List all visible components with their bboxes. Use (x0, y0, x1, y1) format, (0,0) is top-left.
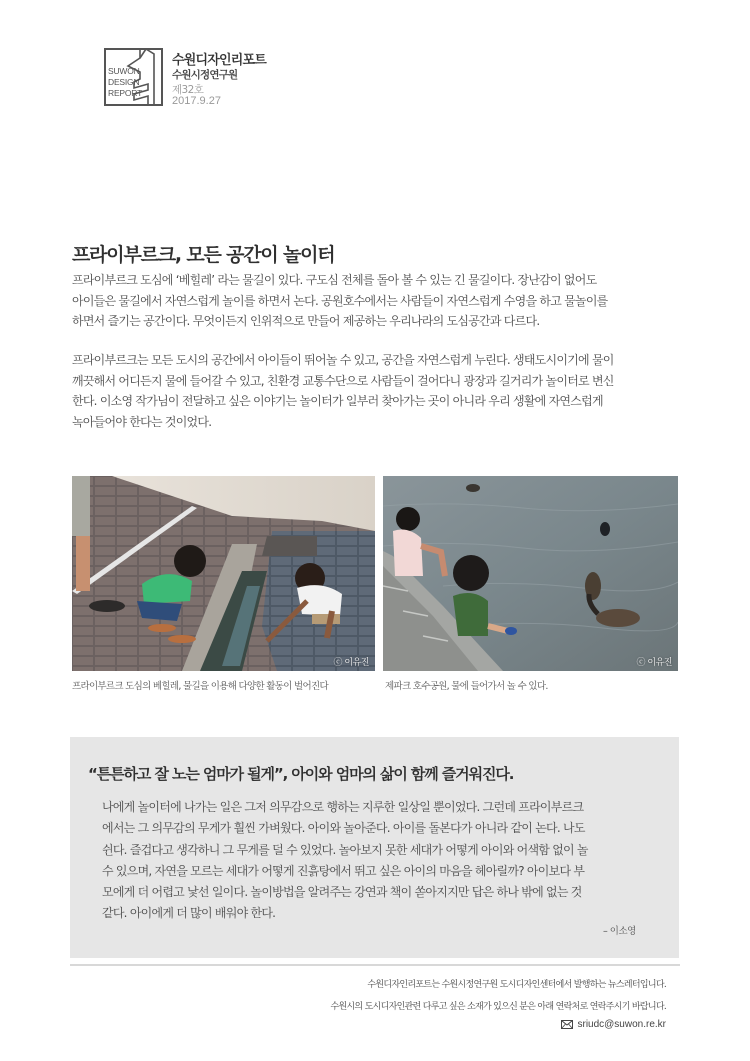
paragraph-line: 아이들은 물길에서 자연스럽게 놀이를 하면서 논다. 공원호수에서는 사람들이 자연스럽게 수영을 하고 물놀이를 (72, 293, 608, 308)
logo-line-report: REPORT (108, 88, 143, 98)
article-headline: 프라이부르크, 모든 공간이 놀이터 (72, 244, 335, 266)
footer-publisher-note: 수원디자인리포트는 수원시정연구원 도시디자인센터에서 발행하는 뉴스레터입니다. (367, 980, 666, 990)
logo-line-design: DESIGN (108, 77, 140, 87)
quote-author: – 이소영 (603, 926, 636, 937)
paragraph-line: 프라이부르크는 모든 도시의 공간에서 아이들이 뛰어놀 수 있고, 공간을 자연스럽게 누린다. 생태도시이기에 물이 (72, 353, 614, 367)
email-link[interactable]: sriudc@suwon.re.kr (577, 1019, 666, 1030)
publisher-name: 수원시정연구원 (172, 69, 238, 81)
issue-number: 제32호 (172, 84, 204, 96)
quote-title: “튼튼하고 잘 노는 엄마가 될게”, 아이와 엄마의 삶이 함께 즐거워진다. (88, 765, 514, 783)
paragraph-line: 프라이부르크 도심에 ‘베힐레’ 라는 물길이 있다. 구도심 전체를 돌아 볼 수 있는 긴 물길이다. 장난감이 없어도 (72, 273, 597, 287)
photo-lake-park-ducks (383, 476, 678, 671)
quote-line: 쉰다. 즐겁다고 생각하니 그 무게를 덜 수 있었다. 놀아보지 못한 세대가 어떻게 아이와 어색함 없이 놀 (102, 842, 588, 857)
photo-caption: 제파크 호수공원, 물에 들어가서 놀 수 있다. (385, 681, 548, 692)
photo-bachle-water-channel (72, 476, 375, 671)
quote-line: 나에게 놀이터에 나가는 일은 그저 의무감으로 행하는 지루한 일상일 뿐이었다. 그런데 프라이부르크 (102, 800, 584, 814)
publication-title: 수원디자인리포트 (172, 53, 267, 68)
paragraph-line: 하면서 즐기는 공간이다. 무엇이든지 인위적으로 만들어 제공하는 우리나라의 도심공간과 다르다. (72, 314, 540, 328)
quote-line: 에서는 그 의무감의 무게가 훨씬 가벼웠다. 아이와 놀아준다. 아이를 돌본다가 아니라 같이 논다. 나도 (102, 821, 585, 836)
quote-line: 같다. 아이에게 더 많이 배워야 한다. (102, 906, 276, 921)
paragraph-line: 깨끗해서 어디든지 물에 들어갈 수 있고, 친환경 교통수단으로 사람들이 걸어다니 광장과 길거리가 놀이터로 변신 (72, 373, 614, 388)
logo-line-suwon: SUWON (108, 66, 140, 76)
children-water-channel-image (72, 476, 375, 671)
photo-caption: 프라이부르크 도심의 베힐레, 물길을 이용해 다양한 활동이 벌어진다 (72, 681, 328, 692)
photo-credit: ⓒ 이유진 (636, 658, 672, 668)
quote-body (102, 797, 662, 925)
issue-date: 2017.9.27 (172, 95, 221, 107)
article-paragraph-2 (72, 350, 692, 432)
quote-line: 수 있으며, 자연을 모르는 세대가 어떻게 진흙탕에서 뛰고 싶은 아이의 마음을 헤아릴까? 아이보다 부 (102, 863, 585, 878)
photo-credit: ⓒ 이유진 (333, 658, 369, 668)
footer-email[interactable] (561, 1019, 666, 1030)
paragraph-line: 녹아들어야 한다는 것이었다. (72, 414, 212, 429)
logo-wordmark (108, 66, 142, 99)
footer-divider (70, 964, 680, 966)
children-ducks-lake-image (383, 476, 678, 671)
quote-line: 모에게 더 어렵고 낯선 일이다. 놀이방법을 알려주는 강연과 책이 쏟아지지만 답은 하나 밖에 없는 것 (102, 885, 582, 900)
mail-icon (561, 1020, 573, 1029)
footer-contact-note: 수원시의 도시디자인관련 다루고 싶은 소재가 있으신 분은 아래 연락처로 연락주시기 바랍니다. (330, 1002, 666, 1012)
article-paragraph-1 (72, 270, 692, 332)
paragraph-line: 한다. 이소영 작가님이 전달하고 싶은 이야기는 놀이터가 일부러 찾아가는 곳이 아니라 우리 생활에 자연스럽게 (72, 394, 603, 408)
